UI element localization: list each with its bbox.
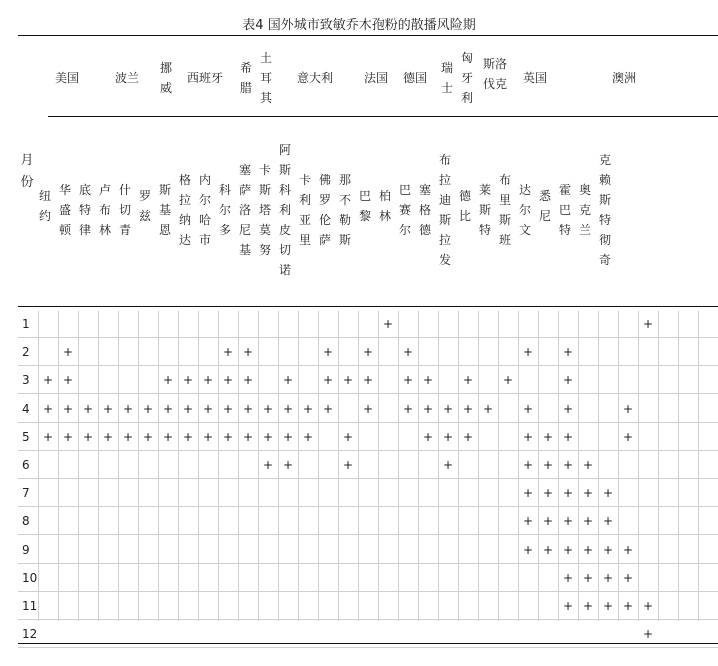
risk-mark: + <box>342 458 354 472</box>
month-label: 4 <box>22 401 30 416</box>
risk-mark: + <box>602 542 614 557</box>
risk-mark: + <box>602 514 614 529</box>
country-label: 法国 <box>364 71 389 85</box>
country-label: 英国 <box>523 71 548 85</box>
city-header: 巴黎 <box>358 189 371 223</box>
risk-mark: + <box>622 401 634 416</box>
risk-mark: + <box>302 429 314 444</box>
month-label: 1 <box>22 317 30 331</box>
risk-mark: + <box>642 599 654 613</box>
risk-mark: + <box>562 486 574 501</box>
country-label: 美国 <box>55 71 80 85</box>
top-rule <box>18 35 718 36</box>
grid-column-line <box>78 311 79 621</box>
risk-mark: + <box>162 373 174 388</box>
city-header: 什切青 <box>118 183 131 237</box>
grid-column-line <box>638 311 639 621</box>
risk-mark: + <box>282 373 294 388</box>
risk-mark: + <box>322 401 334 416</box>
risk-mark: + <box>562 570 574 585</box>
risk-mark: + <box>202 401 214 416</box>
city-header: 奥克兰 <box>578 183 591 237</box>
country-label: 斯洛伐克 <box>483 57 508 91</box>
risk-mark: + <box>522 514 534 529</box>
risk-mark: + <box>462 373 474 388</box>
city-header: 华盛顿 <box>58 183 71 237</box>
risk-mark: + <box>542 486 554 501</box>
risk-mark: + <box>402 345 414 360</box>
risk-mark: + <box>322 373 334 388</box>
city-header: 悉尼 <box>538 189 551 223</box>
risk-mark: + <box>602 570 614 585</box>
risk-mark: + <box>562 458 574 472</box>
grid-column-line <box>498 311 499 621</box>
city-header: 那不勒斯 <box>338 173 351 247</box>
risk-mark: + <box>282 429 294 444</box>
risk-mark: + <box>642 627 654 642</box>
risk-mark: + <box>582 458 594 472</box>
country-label: 匈牙利 <box>461 51 474 105</box>
month-label: 3 <box>22 373 30 388</box>
risk-mark: + <box>82 401 94 416</box>
risk-mark: + <box>382 317 394 331</box>
risk-mark: + <box>242 345 254 360</box>
country-rule <box>48 116 718 117</box>
risk-mark: + <box>582 514 594 529</box>
risk-mark: + <box>422 401 434 416</box>
risk-mark: + <box>62 429 74 444</box>
risk-mark: + <box>402 401 414 416</box>
risk-mark: + <box>582 486 594 501</box>
month-label: 11 <box>22 599 38 613</box>
risk-mark: + <box>42 373 54 388</box>
month-label: 5 <box>22 429 30 444</box>
risk-mark: + <box>182 373 194 388</box>
risk-mark: + <box>522 345 534 360</box>
risk-mark: + <box>502 373 514 388</box>
city-header: 塞萨洛尼基 <box>238 163 251 257</box>
risk-mark: + <box>582 570 594 585</box>
risk-mark: + <box>522 458 534 472</box>
risk-mark: + <box>222 429 234 444</box>
risk-mark: + <box>622 570 634 585</box>
risk-mark: + <box>222 373 234 388</box>
risk-mark: + <box>42 401 54 416</box>
risk-mark: + <box>142 401 154 416</box>
header-rule <box>18 306 718 307</box>
risk-mark: + <box>362 401 374 416</box>
risk-mark: + <box>262 458 274 472</box>
country-label: 希腊 <box>240 61 253 95</box>
risk-mark: + <box>542 514 554 529</box>
risk-mark: + <box>462 401 474 416</box>
risk-mark: + <box>362 345 374 360</box>
risk-mark: + <box>122 429 134 444</box>
city-header: 布里斯班 <box>498 173 511 247</box>
risk-mark: + <box>202 429 214 444</box>
grid-column-line <box>698 311 699 621</box>
city-header: 柏林 <box>378 189 391 223</box>
city-header: 卢布林 <box>98 183 111 237</box>
risk-mark: + <box>622 429 634 444</box>
city-header: 格拉纳达 <box>178 173 191 247</box>
country-label: 西班牙 <box>187 71 224 85</box>
risk-mark: + <box>62 373 74 388</box>
risk-mark: + <box>402 373 414 388</box>
risk-mark: + <box>442 401 454 416</box>
bottom-rule <box>18 643 718 644</box>
country-label: 德国 <box>403 71 428 85</box>
grid-column-line <box>98 311 99 621</box>
risk-mark: + <box>202 373 214 388</box>
grid-column-line <box>138 311 139 621</box>
month-label: 9 <box>22 542 30 557</box>
risk-mark: + <box>82 429 94 444</box>
risk-mark: + <box>262 429 274 444</box>
risk-mark: + <box>282 458 294 472</box>
city-header: 德比 <box>458 189 471 223</box>
grid-column-line <box>678 311 679 621</box>
risk-mark: + <box>62 401 74 416</box>
risk-mark: + <box>562 401 574 416</box>
risk-mark: + <box>422 373 434 388</box>
month-label: 2 <box>22 345 30 360</box>
risk-mark: + <box>602 486 614 501</box>
risk-mark: + <box>242 373 254 388</box>
grid-column-line <box>658 311 659 621</box>
city-header: 阿斯科利皮切诺 <box>278 143 291 277</box>
risk-mark: + <box>282 401 294 416</box>
risk-mark: + <box>182 401 194 416</box>
country-label: 挪威 <box>160 61 173 95</box>
city-header: 底特律 <box>78 183 91 237</box>
risk-mark: + <box>602 599 614 613</box>
risk-mark: + <box>122 401 134 416</box>
month-label: 10 <box>22 570 38 585</box>
risk-mark: + <box>222 401 234 416</box>
risk-mark: + <box>442 429 454 444</box>
grid-column-line <box>158 311 159 621</box>
risk-mark: + <box>522 429 534 444</box>
risk-mark: + <box>582 542 594 557</box>
grid-column-line <box>118 311 119 621</box>
grid-column-line <box>478 311 479 621</box>
month-label: 8 <box>22 514 30 529</box>
city-header: 塞格德 <box>418 183 431 237</box>
country-label: 意大利 <box>297 71 334 85</box>
grid-column-line <box>458 311 459 621</box>
risk-mark: + <box>262 401 274 416</box>
risk-mark: + <box>562 542 574 557</box>
month-header-text: 月份 <box>20 153 34 190</box>
city-header: 内尔哈市 <box>198 173 211 247</box>
risk-mark: + <box>102 401 114 416</box>
grid-column-line <box>178 311 179 621</box>
risk-mark: + <box>562 345 574 360</box>
city-header: 科尔多 <box>218 183 231 237</box>
risk-mark: + <box>242 429 254 444</box>
risk-mark: + <box>322 345 334 360</box>
risk-mark: + <box>482 401 494 416</box>
city-header: 克赖斯特彻奇 <box>598 153 611 267</box>
city-header: 布拉迪斯拉发 <box>438 153 451 267</box>
month-label: 12 <box>22 627 38 642</box>
risk-mark: + <box>562 599 574 613</box>
city-header: 达尔文 <box>518 183 531 237</box>
risk-mark: + <box>242 401 254 416</box>
country-label: 土耳其 <box>260 51 273 105</box>
city-header: 佛罗伦萨 <box>318 173 331 247</box>
risk-mark: + <box>462 429 474 444</box>
city-header: 霍巴特 <box>558 183 571 237</box>
country-label: 澳洲 <box>612 71 637 85</box>
risk-mark: + <box>582 599 594 613</box>
grid-column-line <box>298 311 299 621</box>
risk-mark: + <box>142 429 154 444</box>
risk-mark: + <box>542 458 554 472</box>
grid-column-line <box>418 311 419 621</box>
risk-mark: + <box>222 345 234 360</box>
risk-mark: + <box>622 542 634 557</box>
risk-mark: + <box>62 345 74 360</box>
month-header <box>19 150 35 194</box>
city-header: 巴赛尔 <box>398 183 411 237</box>
risk-mark: + <box>362 373 374 388</box>
table-title: 表4 国外城市致敏乔木孢粉的散播风险期 <box>242 18 476 33</box>
risk-mark: + <box>522 542 534 557</box>
risk-mark: + <box>342 429 354 444</box>
city-header: 纽约 <box>38 189 51 223</box>
city-header: 卡利亚里 <box>298 173 311 247</box>
risk-mark: + <box>182 429 194 444</box>
city-header: 莱斯特 <box>478 183 491 237</box>
city-header: 卡斯塔莫努 <box>258 163 271 257</box>
risk-mark: + <box>522 486 534 501</box>
city-header: 罗兹 <box>138 189 151 223</box>
risk-mark: + <box>102 429 114 444</box>
risk-mark: + <box>622 599 634 613</box>
risk-mark: + <box>162 401 174 416</box>
risk-mark: + <box>542 542 554 557</box>
risk-mark: + <box>162 429 174 444</box>
grid-row-line <box>18 647 718 648</box>
risk-mark: + <box>562 514 574 529</box>
risk-mark: + <box>562 429 574 444</box>
risk-mark: + <box>562 373 574 388</box>
risk-mark: + <box>42 429 54 444</box>
risk-mark: + <box>422 429 434 444</box>
risk-mark: + <box>542 429 554 444</box>
month-label: 7 <box>22 486 30 501</box>
risk-mark: + <box>442 458 454 472</box>
grid-column-line <box>378 311 379 621</box>
risk-mark: + <box>342 373 354 388</box>
month-label: 6 <box>22 458 30 472</box>
country-label: 瑞士 <box>441 61 454 95</box>
grid-column-line <box>198 311 199 621</box>
country-label: 波兰 <box>115 71 140 85</box>
risk-mark: + <box>302 401 314 416</box>
risk-mark: + <box>642 317 654 331</box>
risk-mark: + <box>522 401 534 416</box>
city-header: 斯基恩 <box>158 183 171 237</box>
